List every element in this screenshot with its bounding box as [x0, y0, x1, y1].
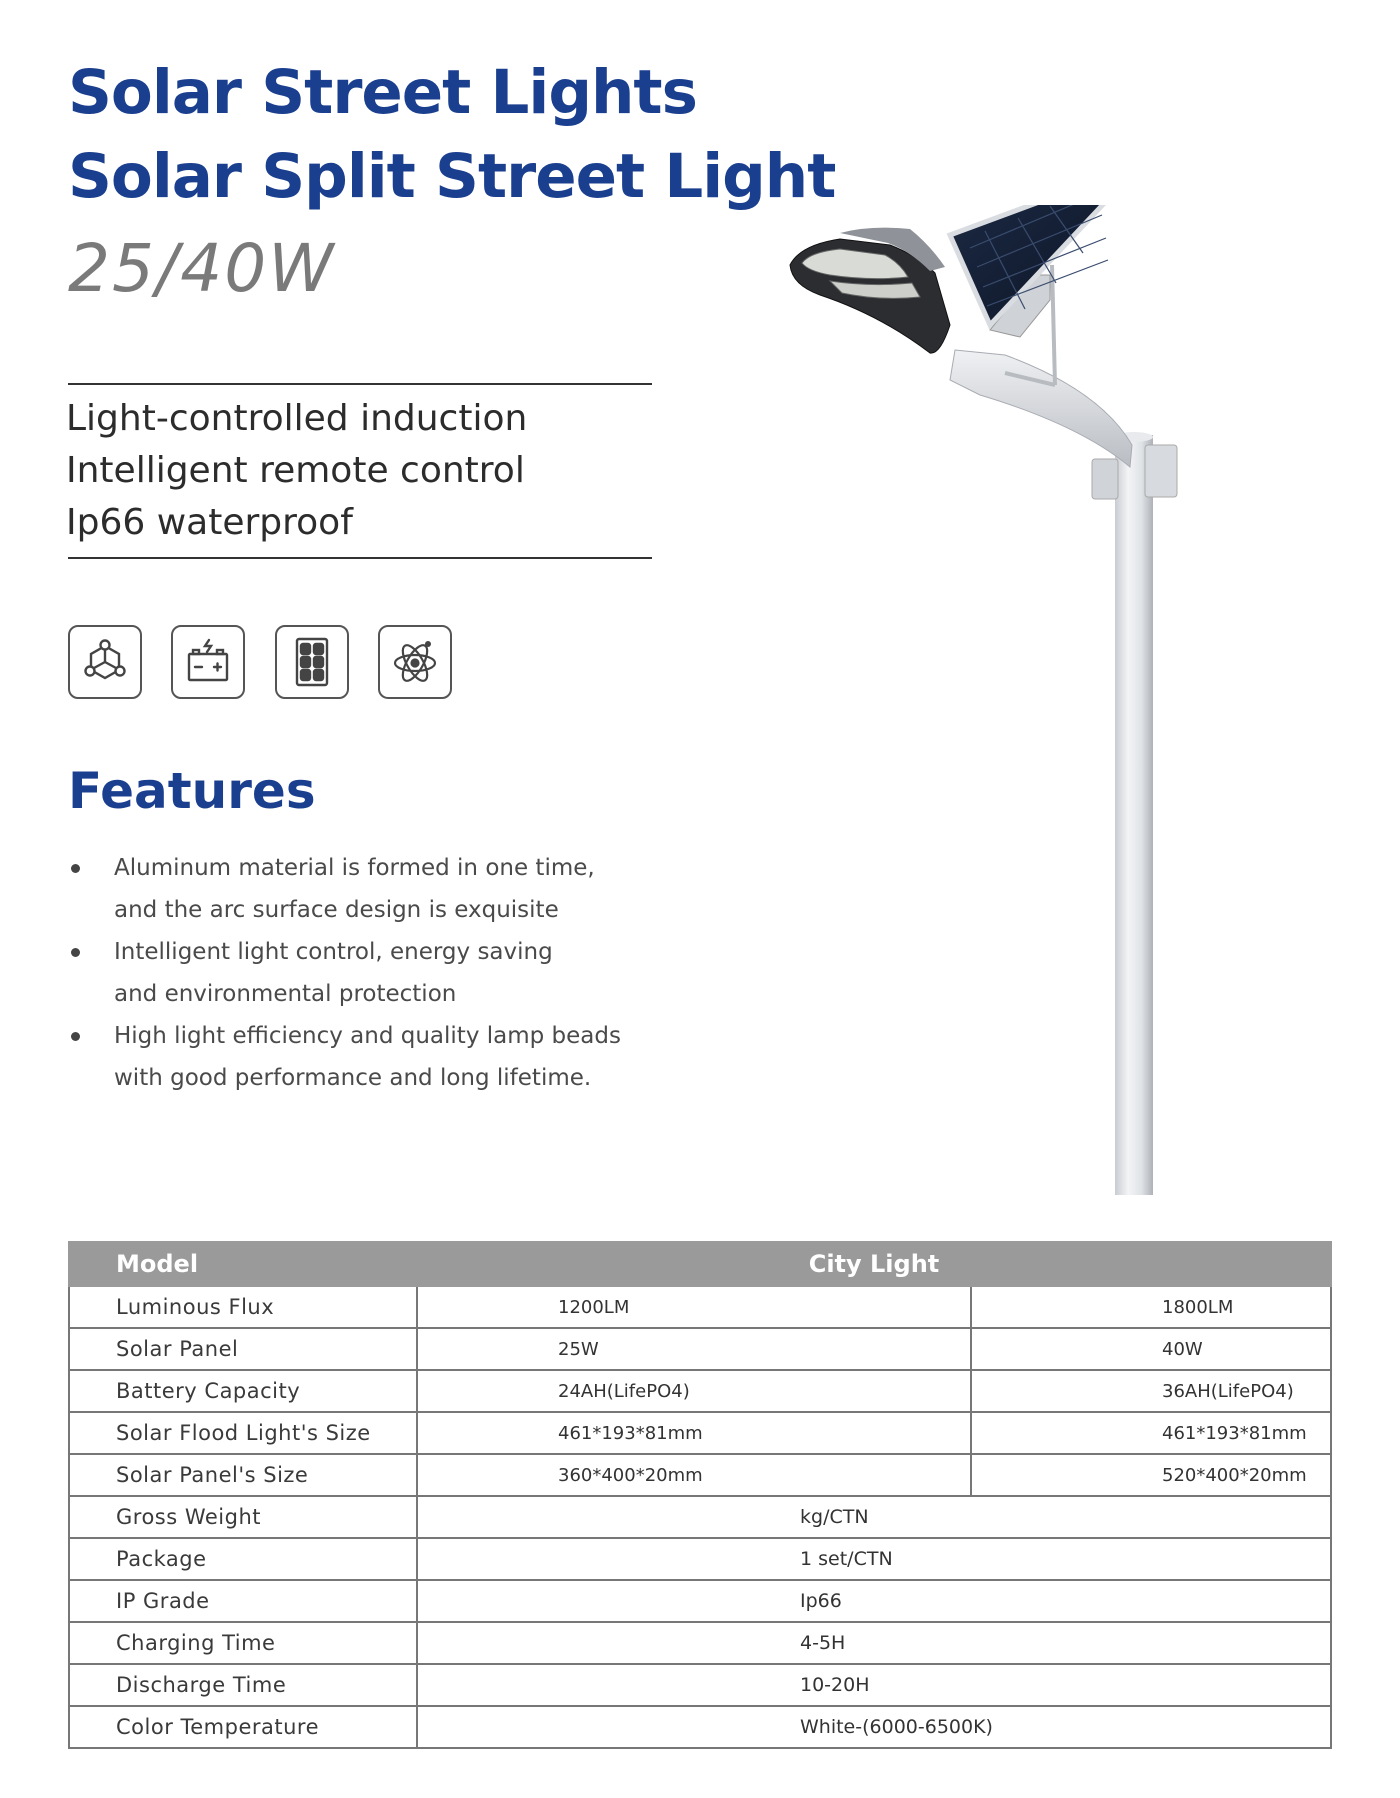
- value-25w: 1200LM: [417, 1286, 971, 1328]
- row-label: Color Temperature: [69, 1706, 417, 1748]
- row-label: Package: [69, 1538, 417, 1580]
- row-value: 4-5H: [417, 1622, 1331, 1664]
- row-label: Discharge Time: [69, 1664, 417, 1706]
- table-row: [69, 1328, 1331, 1370]
- table-row: [69, 1580, 1331, 1622]
- feature-item: [68, 1015, 714, 1099]
- row-label: Solar Panel's Size: [69, 1454, 417, 1496]
- feature-text: Aluminum material is formed in one time,: [114, 855, 595, 881]
- value-25w: 461*193*81mm: [417, 1412, 971, 1454]
- row-label: Battery Capacity: [69, 1370, 417, 1412]
- header-model: Model: [69, 1242, 417, 1286]
- street-light-product-image: [780, 205, 1240, 1195]
- value-40w: 520*400*20mm: [971, 1454, 1331, 1496]
- row-label: Solar Flood Light's Size: [69, 1412, 417, 1454]
- highlight-item: Light-controlled induction: [66, 398, 528, 439]
- value-40w: 1800LM: [971, 1286, 1331, 1328]
- solar-panel-icon: [275, 625, 349, 699]
- table-row: [69, 1664, 1331, 1706]
- feature-text: High light efficiency and quality lamp beads: [114, 1023, 621, 1049]
- value-25w: 360*400*20mm: [417, 1454, 971, 1496]
- header-city-light: City Light: [417, 1242, 1331, 1286]
- table-row: [69, 1286, 1331, 1328]
- row-value: kg/CTN: [417, 1496, 1331, 1538]
- highlight-item: Ip66 waterproof: [66, 502, 353, 543]
- row-label: IP Grade: [69, 1580, 417, 1622]
- row-value: White-(6000-6500K): [417, 1706, 1331, 1748]
- divider-top: [68, 383, 652, 385]
- atom-icon: [378, 625, 452, 699]
- table-row: [69, 1454, 1331, 1496]
- table-row: [69, 1538, 1331, 1580]
- value-25w: 25W: [417, 1328, 971, 1370]
- feature-item: [68, 931, 714, 1015]
- value-40w: 461*193*81mm: [971, 1412, 1331, 1454]
- value-25w: 24AH(LifePO4): [417, 1370, 971, 1412]
- row-label: Charging Time: [69, 1622, 417, 1664]
- highlight-list: [66, 393, 527, 549]
- row-value: 10-20H: [417, 1664, 1331, 1706]
- row-value: 1 set/CTN: [417, 1538, 1331, 1580]
- row-label: Solar Panel: [69, 1328, 417, 1370]
- value-40w: 36AH(LifePO4): [971, 1370, 1331, 1412]
- value-40w: 40W: [971, 1328, 1331, 1370]
- row-value: Ip66: [417, 1580, 1331, 1622]
- highlight-item: Intelligent remote control: [66, 450, 525, 491]
- feature-text: and environmental protection: [114, 981, 457, 1007]
- table-row: [69, 1370, 1331, 1412]
- battery-icon: [171, 625, 245, 699]
- page-title-line-1: Solar Street Lights: [68, 57, 697, 128]
- table-row: [69, 1622, 1331, 1664]
- feature-list: [68, 847, 714, 1099]
- feature-text: Intelligent light control, energy saving: [114, 939, 553, 965]
- spec-table-header: [69, 1242, 1331, 1286]
- bullet-icon: [71, 864, 80, 873]
- spec-table: [68, 1241, 1332, 1749]
- divider-bottom: [68, 557, 652, 559]
- molecule-icon: [68, 625, 142, 699]
- feature-item: [68, 847, 714, 931]
- feature-text: with good performance and long lifetime.: [114, 1065, 592, 1091]
- bullet-icon: [71, 948, 80, 957]
- row-label: Gross Weight: [69, 1496, 417, 1538]
- feature-text: and the arc surface design is exquisite: [114, 897, 559, 923]
- page-title-line-2: Solar Split Street Light: [68, 141, 836, 212]
- row-label: Luminous Flux: [69, 1286, 417, 1328]
- bullet-icon: [71, 1032, 80, 1041]
- table-row: [69, 1706, 1331, 1748]
- power-rating: 25/40W: [68, 230, 336, 307]
- features-heading: Features: [68, 762, 316, 820]
- table-row: [69, 1496, 1331, 1538]
- table-row: [69, 1412, 1331, 1454]
